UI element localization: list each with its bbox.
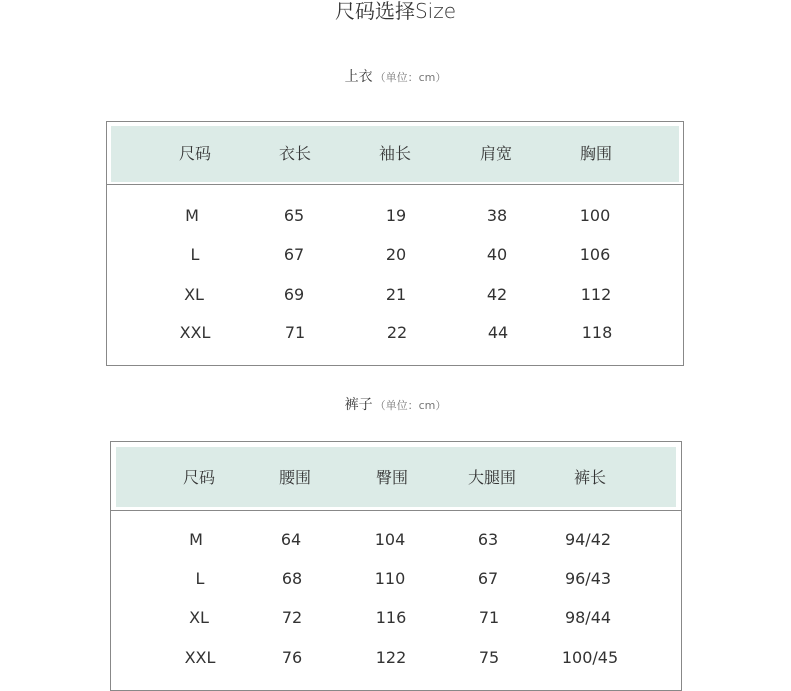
pants-header-thigh: 大腿围 (467, 468, 516, 487)
tops-cell-size: L (190, 245, 200, 264)
tops-cell-length: 71 (284, 323, 306, 342)
tops-cell-shoulder: 40 (486, 245, 508, 264)
tops-cell-chest: 100 (579, 206, 611, 225)
tops-header-shoulder: 肩宽 (479, 144, 512, 163)
pants-cell-waist: 72 (281, 608, 303, 627)
pants-cell-waist: 76 (281, 648, 303, 667)
pants-cell-hip: 104 (374, 530, 406, 549)
pants-cell-hip: 122 (375, 648, 407, 667)
pants-cell-waist: 68 (281, 569, 303, 588)
pants-section-title (0, 394, 791, 414)
pants-cell-thigh: 71 (478, 608, 500, 627)
pants-cell-length: 100/45 (561, 648, 619, 667)
tops-unit: （单位：cm） (374, 71, 447, 84)
page-title-cn: 尺码选择 (334, 0, 415, 23)
tops-cell-length: 69 (283, 285, 305, 304)
pants-header-divider (111, 510, 681, 511)
tops-cell-size: M (185, 206, 199, 225)
tops-cell-length: 67 (283, 245, 305, 264)
tops-section-title (0, 66, 791, 86)
tops-header-size: 尺码 (178, 144, 211, 163)
tops-cell-size: XXL (179, 323, 211, 342)
tops-cell-sleeve: 19 (385, 206, 407, 225)
pants-header-size: 尺码 (182, 468, 215, 487)
tops-cell-sleeve: 20 (385, 245, 407, 264)
tops-header-sleeve: 袖长 (378, 144, 411, 163)
pants-cell-thigh: 75 (478, 648, 500, 667)
pants-title: 裤子 (344, 397, 373, 413)
tops-header-divider (107, 184, 683, 185)
tops-cell-chest: 118 (581, 323, 613, 342)
tops-cell-shoulder: 42 (486, 285, 508, 304)
tops-cell-shoulder: 44 (487, 323, 509, 342)
pants-size-table (110, 441, 682, 691)
pants-cell-size: M (189, 530, 203, 549)
tops-size-table (106, 121, 684, 366)
pants-cell-size: XL (189, 608, 209, 627)
pants-cell-length: 96/43 (564, 569, 612, 588)
tops-cell-sleeve: 22 (386, 323, 408, 342)
tops-cell-chest: 112 (580, 285, 612, 304)
pants-cell-length: 94/42 (564, 530, 612, 549)
tops-cell-size: XL (184, 285, 204, 304)
tops-cell-sleeve: 21 (385, 285, 407, 304)
pants-cell-hip: 116 (375, 608, 407, 627)
pants-cell-length: 98/44 (564, 608, 612, 627)
tops-title: 上衣 (344, 69, 373, 85)
pants-header-waist: 腰围 (278, 468, 311, 487)
tops-header-length: 衣长 (278, 144, 311, 163)
tops-cell-length: 65 (283, 206, 305, 225)
pants-header-hip: 臀围 (375, 468, 408, 487)
page-title (0, 0, 791, 24)
pants-unit: （单位：cm） (374, 399, 447, 412)
tops-cell-shoulder: 38 (486, 206, 508, 225)
pants-cell-size: L (195, 569, 205, 588)
pants-cell-thigh: 63 (477, 530, 499, 549)
pants-header-length: 裤长 (573, 468, 606, 487)
page-title-en: Size (414, 0, 457, 23)
tops-header-chest: 胸围 (579, 144, 612, 163)
tops-cell-chest: 106 (579, 245, 611, 264)
pants-cell-hip: 110 (374, 569, 406, 588)
pants-cell-waist: 64 (280, 530, 302, 549)
pants-cell-size: XXL (184, 648, 216, 667)
pants-cell-thigh: 67 (477, 569, 499, 588)
